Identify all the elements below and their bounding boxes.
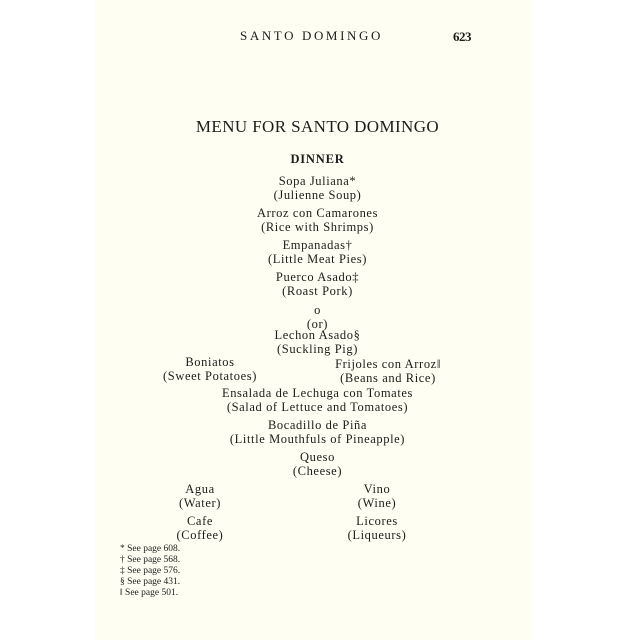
dish-name: Arroz con Camarones (256, 206, 379, 220)
dish-name: Ensalada de Lechuga con Tomates (221, 386, 414, 400)
menu-item-or (95, 303, 532, 331)
menu-item-boniatos (150, 355, 270, 383)
menu-item-arroz-con-camarones (95, 206, 532, 234)
menu-item-cafe (160, 514, 240, 542)
menu-item-ensalada (95, 386, 532, 414)
menu-item-vino (332, 482, 422, 510)
menu-title: MENU FOR SANTO DOMINGO (195, 117, 440, 136)
menu-item-sopa-juliana (95, 174, 532, 202)
dish-translation: (Roast Pork) (282, 284, 353, 298)
menu-item-empanadas (95, 238, 532, 266)
dish-name: Frijoles con Arroz‖ (335, 357, 441, 371)
dish-translation: (Salad of Lettuce and Tomatoes) (226, 400, 409, 414)
menu-item-queso (95, 450, 532, 478)
menu-item-lechon-asado (95, 328, 532, 356)
footnote-section: § See page 431. (120, 577, 181, 587)
footnote-dagger: † See page 568. (120, 555, 181, 565)
dish-name: Sopa Juliana* (278, 174, 357, 188)
dish-name: Empanadas† (282, 238, 353, 252)
menu-item-bocadillo-de-pina (95, 418, 532, 446)
dish-translation: (Little Meat Pies) (268, 252, 367, 266)
dish-name: Puerco Asado‡ (275, 270, 360, 284)
page-number: 623 (453, 29, 471, 44)
dish-name: Vino (363, 482, 391, 496)
dish-name: Queso (300, 450, 335, 464)
section-title-dinner: DINNER (290, 152, 345, 166)
dish-translation: (Julienne Soup) (273, 188, 362, 202)
dish-translation: (Rice with Shrimps) (261, 220, 374, 234)
dish-name: Agua (185, 482, 215, 496)
dish-name: Lechon Asado§ (274, 328, 361, 342)
book-page (95, 0, 532, 640)
menu-item-frijoles-con-arroz (323, 357, 453, 385)
running-head (95, 28, 532, 48)
footnote-asterisk: * See page 608. (120, 544, 181, 554)
dish-name: o (314, 303, 321, 317)
dish-translation: (Little Mouthfuls of Pineapple) (229, 432, 406, 446)
menu-item-licores (332, 514, 422, 542)
running-title: SANTO DOMINGO (240, 28, 383, 43)
menu-item-agua (160, 482, 240, 510)
footnote-parallel: ‖ See page 501. (120, 588, 179, 598)
dish-translation: (Wine) (357, 496, 397, 510)
dish-translation: (Suckling Pig) (277, 342, 358, 356)
footnote-double-dagger: ‡ See page 576. (120, 566, 181, 576)
dish-translation: (Water) (178, 496, 222, 510)
dish-translation: (Beans and Rice) (340, 371, 436, 385)
dish-translation: (Coffee) (176, 528, 224, 542)
dish-translation: (Liqueurs) (347, 528, 407, 542)
dish-translation: (or) (306, 317, 329, 331)
menu-item-puerco-asado (95, 270, 532, 298)
dish-name: Cafe (187, 514, 213, 528)
dish-name: Boniatos (185, 355, 235, 369)
footnotes (120, 544, 180, 599)
dish-translation: (Sweet Potatoes) (163, 369, 257, 383)
dish-translation: (Cheese) (292, 464, 343, 478)
dish-name: Bocadillo de Piña (267, 418, 368, 432)
dish-name: Licores (356, 514, 398, 528)
